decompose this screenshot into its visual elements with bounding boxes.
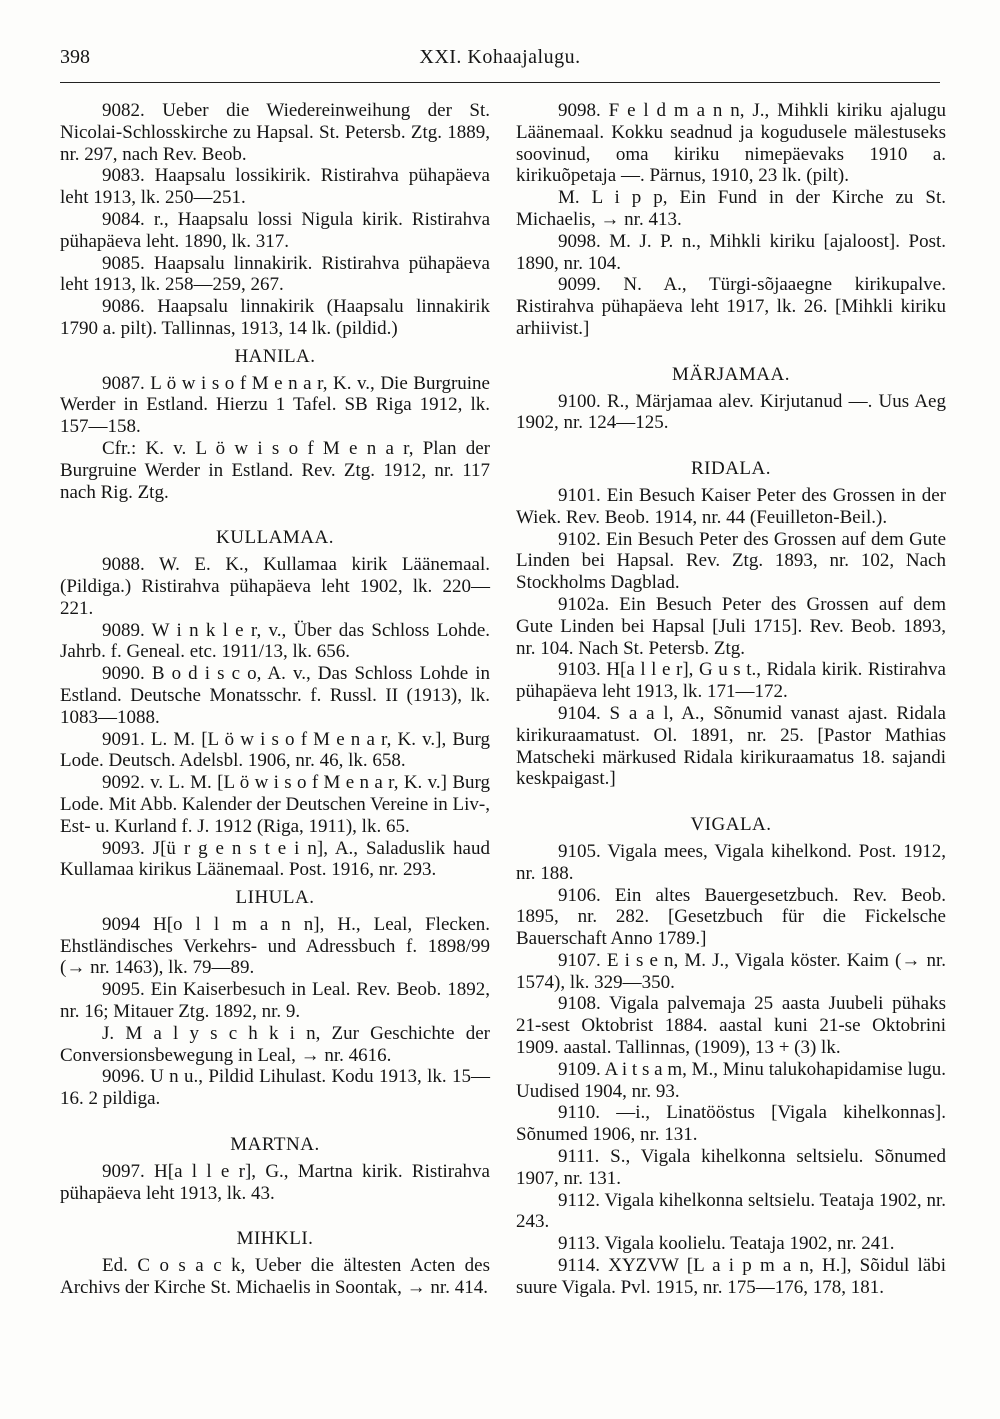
section-heading: KULLAMAA.	[216, 527, 334, 549]
bibliography-entry: 9096. U n u., Pildid Lihulast. Kodu 1913, lk. 15—16. 2 pildiga.	[60, 1066, 490, 1110]
bibliography-entry: 9085. Haapsalu linnakirik. Ristirahva pühapäeva leht 1913, lk. 258—259, 267.	[60, 252, 490, 296]
bibliography-entry: M. L i p p, Ein Fund in der Kirche zu St. Michaelis, → nr. 413.	[516, 187, 946, 230]
bibliography-entry: 9098. F e l d m a n n, J., Mihkli kiriku ajalugu Läänemaal. Kokku seadnud ja kogudusele mälestuseks soovinud, oma kiriku nimepäevaks 1910 a. kirikuõpetaja —. Pärnus, 1910, 23 lk. (pilt).	[516, 100, 946, 187]
running-title: XXI. Kohaajalugu.	[419, 46, 581, 68]
section-heading: LIHULA.	[235, 887, 315, 909]
bibliography-entry: 9109. A i t s a m, M., Minu talukohapidamise lugu. Uudised 1904, nr. 93.	[516, 1058, 946, 1102]
bibliography-entry: 9102. Ein Besuch Peter des Grossen auf dem Gute Linden bei Hapsal. Rev. Ztg. 1893, nr. 102, Nach Stockholms Dagblad.	[516, 528, 946, 594]
bibliography-entry: 9113. Vigala koolielu. Teataja 1902, nr. 241.	[558, 1233, 895, 1255]
bibliography-entry: 9097. H[a l l e r], G., Martna kirik. Ristirahva pühapäeva leht 1913, lk. 43.	[60, 1160, 490, 1204]
bibliography-entry: 9101. Ein Besuch Kaiser Peter des Grossen in der Wiek. Rev. Beob. 1914, nr. 44 (Feuilleton-Beil.).	[516, 484, 946, 528]
section-heading: MARTNA.	[230, 1134, 320, 1156]
section-heading: HANILA.	[234, 345, 316, 367]
section-heading: VIGALA.	[690, 814, 772, 836]
bibliography-entry: 9105. Vigala mees, Vigala kihelkond. Post. 1912, nr. 188.	[516, 840, 946, 884]
bibliography-entry: 9107. E i s e n, M. J., Vigala köster. Kaim (→ nr. 1574), lk. 329—350.	[516, 949, 946, 993]
bibliography-entry: 9110. —i., Linatööstus [Vigala kihelkonnas]. Sõnumed 1906, nr. 131.	[516, 1102, 946, 1146]
bibliography-entry: 9114. XYZVW [L a i p m a n, H.], Sõidul läbi suure Vigala. Pvl. 1915, nr. 175—176, 178, 181.	[516, 1255, 946, 1298]
bibliography-entry: 9090. B o d i s c o, A. v., Das Schloss Lohde in Estland. Deutsche Monatsschr. f. Russl. II (1913), lk. 1083—1088.	[60, 663, 490, 728]
section-heading: RIDALA.	[690, 458, 772, 480]
section-heading: MIHKLI.	[236, 1228, 314, 1250]
bibliography-entry: 9093. J[ü r g e n s t e i n], A., Saladuslik haud Kullamaa kirikus Läänemaal. Post. 1916, nr. 293.	[60, 837, 490, 881]
bibliography-entry: 9106. Ein altes Bauergesetzbuch. Rev. Beob. 1895, nr. 282. [Gesetzbuch für die Fickelsche Bauerschaft Anno 1789.]	[516, 884, 946, 950]
bibliography-entry: 9091. L. M. [L ö w i s o f M e n a r, K. v.], Burg Lode. Deutsch. Adelsbl. 1906, nr. 46, lk. 658.	[60, 728, 490, 772]
bibliography-entry: 9099. N. A., Türgi-sõjaaegne kirikupalve. Ristirahva pühapäeva leht 1917, lk. 26. [Mihkli kiriku arhiivist.]	[516, 274, 946, 339]
bibliography-entry: 9112. Vigala kihelkonna seltsielu. Teataja 1902, nr. 243.	[516, 1189, 946, 1233]
bibliography-entry: 9111. S., Vigala kihelkonna seltsielu. Sõnumed 1907, nr. 131.	[516, 1146, 946, 1189]
bibliography-entry: 9108. Vigala palvemaja 25 aasta Juubeli pühaks 21-sest Oktobrist 1884. aastal kuni 21-se Oktobrini 1909. aastal. Tallinnas, (1909), 13 + (3) lk.	[516, 993, 946, 1059]
bibliography-entry: 9098. M. J. P. n., Mihkli kiriku [ajaloost]. Post. 1890, nr. 104.	[516, 230, 946, 274]
page-number: 398	[60, 46, 90, 68]
right-column	[516, 100, 946, 1299]
bibliography-entry: 9083. Haapsalu lossikirik. Ristirahva pühapäeva leht 1913, lk. 250—251.	[60, 165, 490, 209]
bibliography-entry: 9092. v. L. M. [L ö w i s o f M e n a r, K. v.] Burg Lode. Mit Abb. Kalender der Deutschen Vereine in Liv-, Est- u. Kurland f. J. 1912 (Riga, 1911), lk. 65.	[60, 772, 490, 837]
bibliography-entry: Ed. C o s a c k, Ueber die ältesten Acten des Archivs der Kirche St. Michaelis in Soontak, → nr. 414.	[60, 1255, 490, 1299]
bibliography-entry: 9104. S a a l, A., Sõnumid vanast ajast. Ridala kirikuraamatust. Ol. 1891, nr. 25. [Pastor Mathias Matscheki märkused Ridala kirikuraamatus 18. sajandi keskpaigast.]	[516, 702, 946, 790]
bibliography-entry: J. M a l y s c h k i n, Zur Geschichte der Conversionsbewegung in Leal, → nr. 4616.	[60, 1022, 490, 1066]
bibliography-entry: 9086. Haapsalu linnakirik (Haapsalu linnakirik 1790 a. pilt). Tallinnas, 1913, 14 lk. (pildid.)	[60, 296, 490, 339]
bibliography-entry: 9095. Ein Kaiserbesuch in Leal. Rev. Beob. 1892, nr. 16; Mitauer Ztg. 1892, nr. 9.	[60, 979, 490, 1023]
section-heading: MÄRJAMAA.	[672, 363, 790, 385]
bibliography-entry: 9089. W i n k l e r, v., Über das Schloss Lohde. Jahrb. f. Geneal. etc. 1911/13, lk. 656.	[60, 619, 490, 663]
bibliography-entry: 9088. W. E. K., Kullamaa kirik Läänemaal. (Pildiga.) Ristirahva pühapäeva leht 1902, lk. 220—221.	[60, 554, 490, 619]
bibliography-entry: 9102a. Ein Besuch Peter des Grossen auf dem Gute Linden bei Hapsal [Juli 1715]. Rev. Beob. 1893, nr. 104. Nach St. Petersb. Ztg.	[516, 593, 946, 659]
bibliography-entry: Cfr.: K. v. L ö w i s o f M e n a r, Plan der Burgruine Werder in Estland. Rev. Ztg. 1912, nr. 117 nach Rig. Ztg.	[60, 437, 490, 503]
page-header	[60, 42, 940, 83]
bibliography-entry: 9094 H[o l l m a n n], H., Leal, Flecken. Ehstländisches Verkehrs- und Adressbuch f. 1898/99 (→ nr. 1463), lk. 79—89.	[60, 913, 490, 979]
bibliography-entry: 9082. Ueber die Wiedereinweihung der St. Nicolai-Schlosskirche zu Hapsal. St. Petersb. Ztg. 1889, nr. 297, nach Rev. Beob.	[60, 100, 490, 165]
bibliography-entry: 9087. L ö w i s o f M e n a r, K. v., Die Burgruine Werder in Estland. Hierzu 1 Tafel. SB Riga 1912, lk. 157—158.	[60, 372, 490, 438]
bibliography-entry: 9100. R., Märjamaa alev. Kirjutanud —. Uus Aeg 1902, nr. 124—125.	[516, 390, 946, 434]
bibliography-entry: 9084. r., Haapsalu lossi Nigula kirik. Ristirahva pühapäeva leht. 1890, lk. 317.	[60, 208, 490, 252]
left-column	[60, 100, 490, 1299]
bibliography-entry: 9103. H[a l l e r], G u s t., Ridala kirik. Ristirahva pühapäeva leht 1913, lk. 171—172.	[516, 659, 946, 703]
